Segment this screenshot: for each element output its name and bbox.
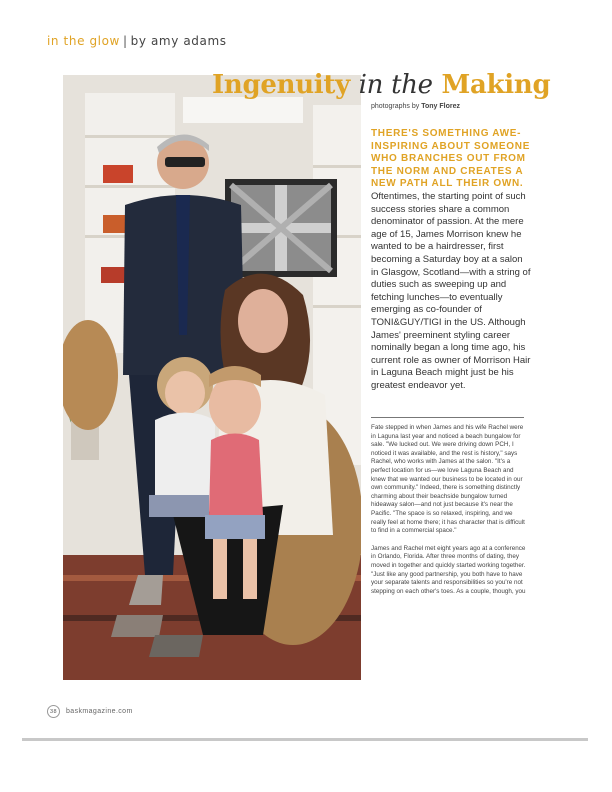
header-separator: | bbox=[122, 34, 128, 48]
site-url: baskmagazine.com bbox=[66, 708, 133, 715]
lead-caps: THERE'S SOMETHING AWE-INSPIRING ABOUT SOMEONE WHO BRANCHES OUT FROM THE NORM AND CREATES A NEW PATH ALL THEIR OWN. bbox=[371, 128, 531, 190]
page-number: 38 bbox=[47, 705, 60, 718]
lead-text: Oftentimes, the starting point of such success stories share a common denominator of passion. At the mere age of 15, James Morrison knew he wanted to be a hairdresser, first becoming a Saturday boy at a salon in Glasgow, Scotland—with a string of duties such as sweeping up and fetching lunches—to eventually emerging as co-founder of TONI&GUY/TIGI in the US. Although James' preeminent styling career nominally began a long time ago, his current role as owner of Morrison Hair in Laguna Beach might just be his greatest endeavor yet. bbox=[371, 190, 531, 391]
family-photo bbox=[63, 75, 361, 680]
article-body bbox=[371, 424, 527, 605]
photographer-name: Tony Florez bbox=[421, 103, 460, 110]
photo-credit-prefix: photographs by bbox=[371, 103, 420, 110]
body-paragraph-2: James and Rachel met eight years ago at a conference in Orlando, Florida. After three months of dating, they moved in together and quickly started working together. "Just like any good partnership, you both have to have your separate talents and responsibilities so you're not stepping on each other's toes. As a couple, though, you bbox=[371, 544, 526, 595]
divider-rule bbox=[371, 417, 524, 418]
article-title bbox=[212, 70, 551, 100]
body-paragraph-1: Fate stepped in when James and his wife Rachel were in Laguna last year and noticed a beach bungalow for sale. "We lucked out. We were driving down PCH, I noticed it was available, and the rest is history," says Rachel, who works with James at the salon. "It's a perfect location for us—we love Laguna Beach and knew that we wanted our business to be located in our own community." Indeed, there is something distinctly charming about their beachside bungalow turned hideaway salon—and not just because it's near the Pacific. "The space is so relaxed, inspiring, and we really feel at home there; it has character that is difficult to find in a commercial space." bbox=[371, 424, 525, 535]
title-word-making: Making bbox=[441, 70, 551, 100]
photo-credit bbox=[371, 103, 460, 110]
page-footer bbox=[47, 705, 133, 718]
bottom-divider bbox=[22, 738, 588, 741]
magazine-header bbox=[47, 34, 227, 48]
title-words-in-the: in the bbox=[358, 70, 433, 100]
section-name: in the glow bbox=[47, 34, 120, 48]
lead-paragraph bbox=[371, 128, 531, 392]
byline: by amy adams bbox=[130, 34, 227, 48]
title-word-ingenuity: Ingenuity bbox=[212, 70, 350, 100]
